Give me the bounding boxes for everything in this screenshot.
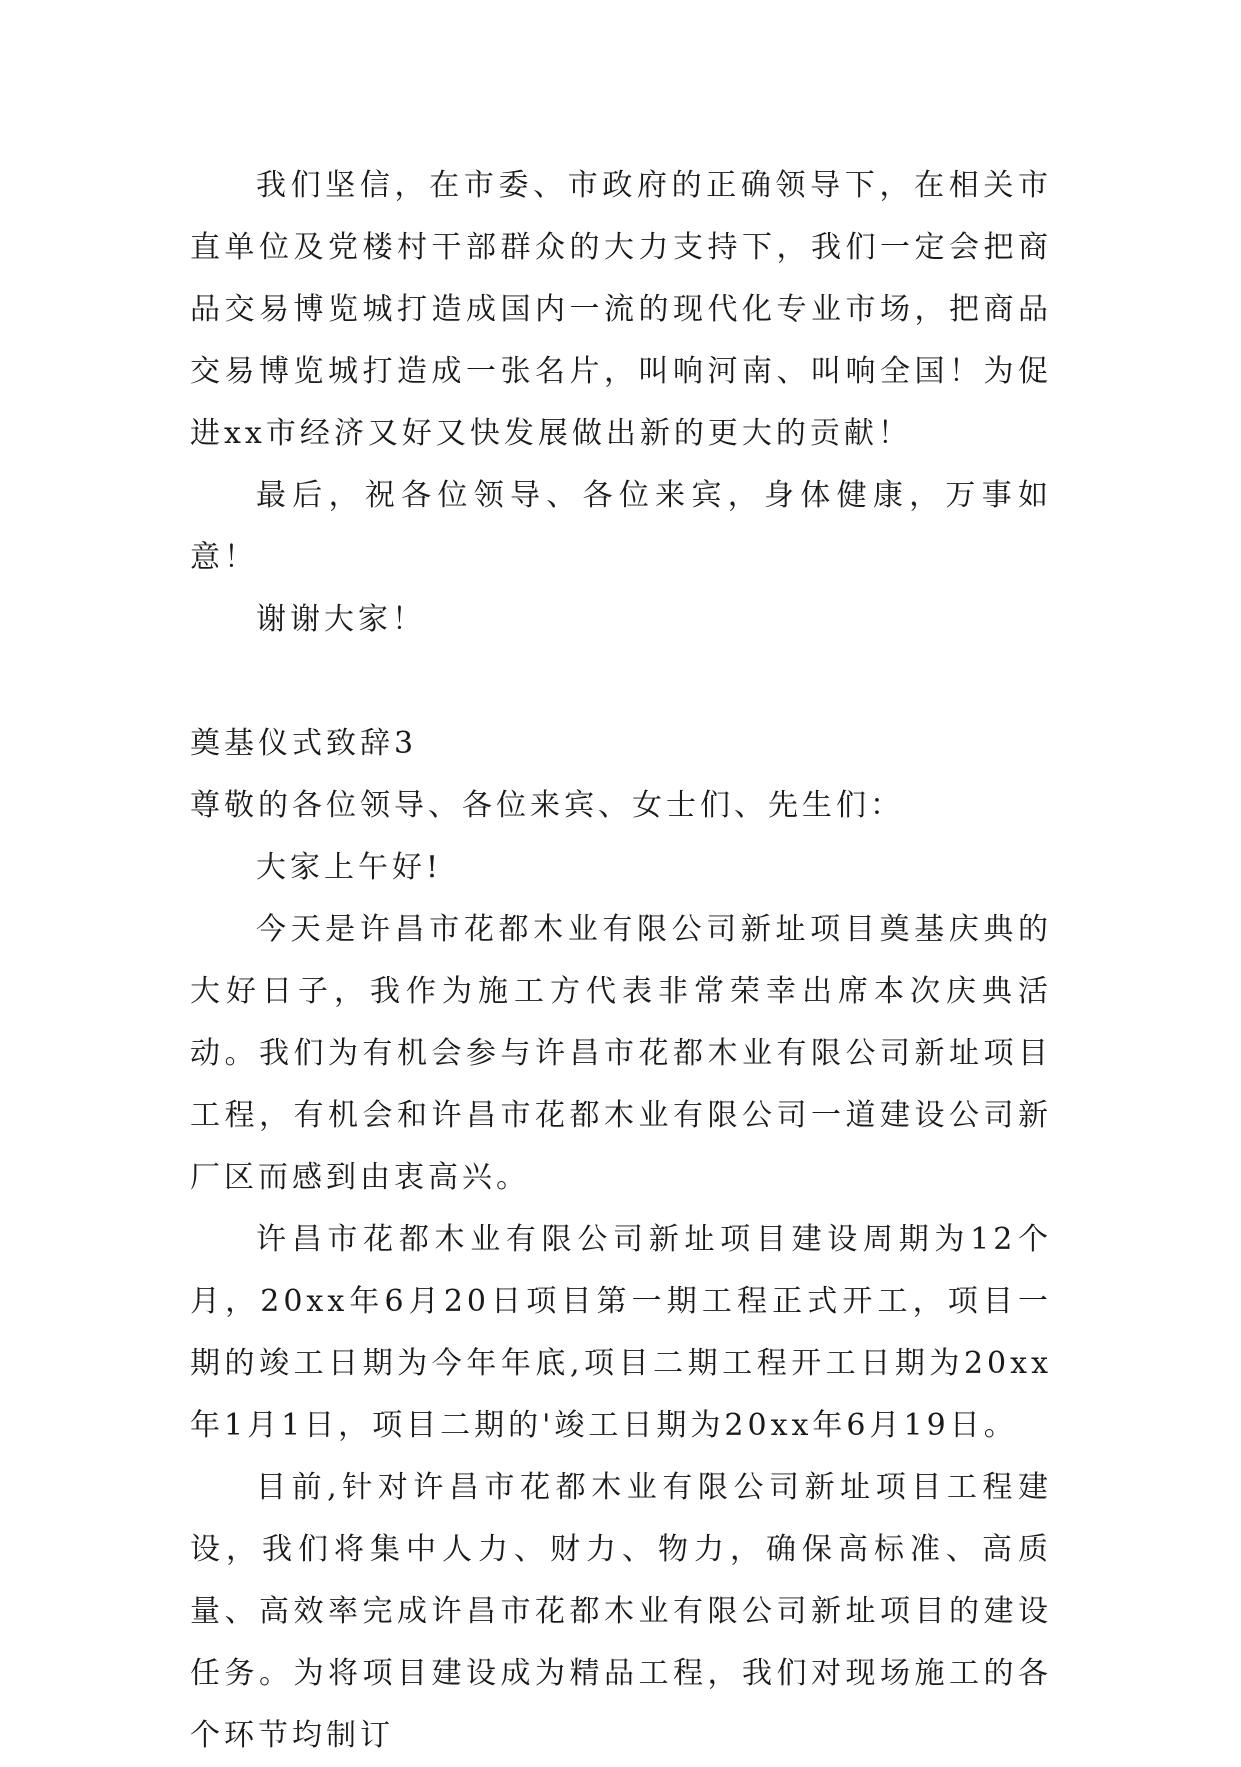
paragraph: 最后，祝各位领导、各位来宾，身体健康，万事如意！: [190, 478, 1052, 575]
paragraph: 大家上午好!: [256, 850, 443, 885]
paragraph: 目前,针对许昌市花都木业有限公司新址项目工程建设，我们将集中人力、财力、物力，确保高标准、高质量、高效率完成许昌市花都木业有限公司新址项目的建设任务。为将项目建设成为精品工程，我们对现场施工的各个环节均制订: [190, 1470, 1052, 1753]
paragraph: 我们坚信，在市委、市政府的正确领导下，在相关市直单位及党楼村干部群众的大力支持下，我们一定会把商品交易博览城打造成国内一流的现代化专业市场，把商品交易博览城打造成一张名片，叫响河南、叫响全国！为促进xx市经济又好又快发展做出新的更大的贡献！: [190, 168, 1052, 451]
document-page: [190, 155, 1052, 1767]
paragraph: 今天是许昌市花都木业有限公司新址项目奠基庆典的大好日子，我作为施工方代表非常荣幸出席本次庆典活动。我们为有机会参与许昌市花都木业有限公司新址项目工程，有机会和许昌市花都木业有限公司一道建设公司新厂区而感到由衷高兴。: [190, 912, 1052, 1195]
paragraph: 谢谢大家！: [256, 602, 426, 637]
section-title: 奠基仪式致辞3: [190, 726, 418, 761]
salutation: 尊敬的各位领导、各位来宾、女士们、先生们：: [190, 788, 904, 823]
section-spacer: [190, 651, 1052, 713]
paragraph: 许昌市花都木业有限公司新址项目建设周期为12个月，20xx年6月20日项目第一期工程正式开工，项目一期的竣工日期为今年年底,项目二期工程开工日期为20xx年1月1日，项目二期的'竣工日期为20xx年6月19日。: [190, 1222, 1052, 1443]
